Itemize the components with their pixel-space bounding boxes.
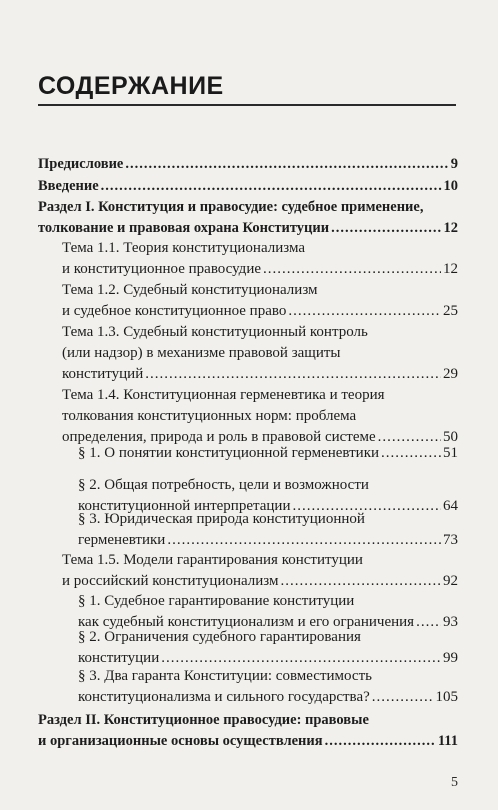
toc-entry[interactable] (38, 443, 458, 464)
dot-leader (263, 259, 441, 280)
toc-entry-last-line (62, 301, 458, 322)
toc-entry[interactable] (38, 197, 458, 239)
toc-page-number: 99 (443, 650, 458, 666)
dot-leader (125, 154, 448, 175)
toc-entry-line: Тема 1.3. Судебный конституционный контроль (62, 324, 368, 340)
toc-entry-line: Введение (38, 178, 99, 194)
toc-page-number: 105 (435, 689, 458, 705)
toc-entry-line: толкование и правовая охрана Конституции (38, 220, 330, 236)
toc-entry[interactable] (38, 710, 458, 752)
toc-entry[interactable] (38, 550, 458, 592)
toc-entry-line: и судебное конституционное право (62, 303, 287, 319)
toc-page-number: 10 (443, 178, 458, 194)
toc-entry-last-line (62, 259, 458, 280)
toc-entry-last-line (78, 687, 458, 708)
toc-entry-line: конституционной интерпретации (78, 498, 291, 514)
toc-entry-line: определения, природа и роль в правовой системе (62, 429, 376, 445)
toc-entry-last-line (38, 731, 458, 752)
page-number: 5 (451, 775, 458, 790)
toc-entry-last-line (38, 154, 458, 175)
toc-entry-line: § 3. Два гаранта Конституции: совместимость (78, 668, 372, 684)
toc-page-number: 51 (443, 445, 458, 461)
toc-entry-line: толкования конституционных норм: проблема (62, 408, 357, 424)
toc-page-number: 29 (443, 366, 458, 382)
toc-page-number: 64 (443, 498, 458, 514)
toc-entry-line: Раздел I. Конституция и правосудие: судебное применение, (38, 199, 424, 215)
toc-entry[interactable] (38, 666, 458, 708)
dot-leader (381, 443, 441, 464)
toc-entry-line: Тема 1.2. Судебный конституционализм (62, 282, 318, 298)
toc-entry-line: Предисловие (38, 156, 124, 172)
toc-entry[interactable] (38, 385, 458, 448)
toc-entry-line: § 1. Судебное гарантирование конституции (78, 593, 355, 609)
toc-page-number: 12 (443, 261, 458, 277)
dot-leader (288, 301, 441, 322)
toc-page-number: 9 (450, 156, 458, 172)
dot-leader (101, 176, 442, 197)
toc-page-number: 25 (443, 303, 458, 319)
toc-entry-line: и конституционное правосудие (62, 261, 261, 277)
toc-entry-last-line (78, 530, 458, 551)
dot-leader (325, 731, 436, 752)
toc-entry[interactable] (38, 280, 458, 322)
toc-entry-line: § 2. Ограничения судебного гарантирования (78, 629, 361, 645)
toc-entry-line: конституционализма и сильного государства? (78, 689, 370, 705)
toc-page-number: 73 (443, 532, 458, 548)
toc-page-number: 50 (443, 429, 458, 445)
toc-entry[interactable] (38, 322, 458, 385)
dot-leader (145, 364, 441, 385)
toc-entry-line: Раздел II. Конституционное правосудие: правовые (38, 712, 369, 728)
toc-entry-last-line (62, 364, 458, 385)
page-title: СОДЕРЖАНИЕ (38, 72, 224, 100)
title-rule (38, 104, 456, 106)
toc-entry-line: конституций (62, 366, 144, 382)
toc-entry-last-line (38, 218, 458, 239)
toc-page-number: 111 (437, 733, 458, 749)
toc-entry-last-line (38, 176, 458, 197)
toc-entry-line: Тема 1.4. Конституционная герменевтика и теория (62, 387, 385, 403)
toc-entry-last-line (78, 443, 458, 464)
toc-entry-line: (или надзор) в механизме правовой защиты (62, 345, 341, 361)
toc-entry-line: герменевтики (78, 532, 166, 548)
toc-entry-line: Тема 1.5. Модели гарантирования конституции (62, 552, 363, 568)
toc-entry-line: § 1. О понятии конституционной герменевтики (78, 445, 380, 461)
toc-entry-line: и российский конституционализм (62, 573, 279, 589)
toc-entry[interactable] (38, 509, 458, 551)
toc-entry-line: и организационные основы осуществления (38, 733, 323, 749)
toc-page-number: 12 (443, 220, 458, 236)
toc-entry-line: как судебный конституционализм и его ограничения (78, 614, 415, 630)
toc-page-number: 92 (443, 573, 458, 589)
toc-entry[interactable] (38, 154, 458, 175)
toc-entry-line: конституции (78, 650, 160, 666)
toc-entry-last-line (62, 571, 458, 592)
toc-entry-line: § 2. Общая потребность, цели и возможности (78, 477, 369, 493)
toc-entry-line: § 3. Юридическая природа конституционной (78, 511, 365, 527)
dot-leader (281, 571, 441, 592)
toc-entry[interactable] (38, 238, 458, 280)
toc-entry-line: Тема 1.1. Теория конституционализма (62, 240, 306, 256)
toc-entry[interactable] (38, 176, 458, 197)
toc-entry[interactable] (38, 627, 458, 669)
dot-leader (167, 530, 441, 551)
dot-leader (331, 218, 441, 239)
toc-page-number: 93 (443, 614, 458, 630)
dot-leader (372, 687, 434, 708)
